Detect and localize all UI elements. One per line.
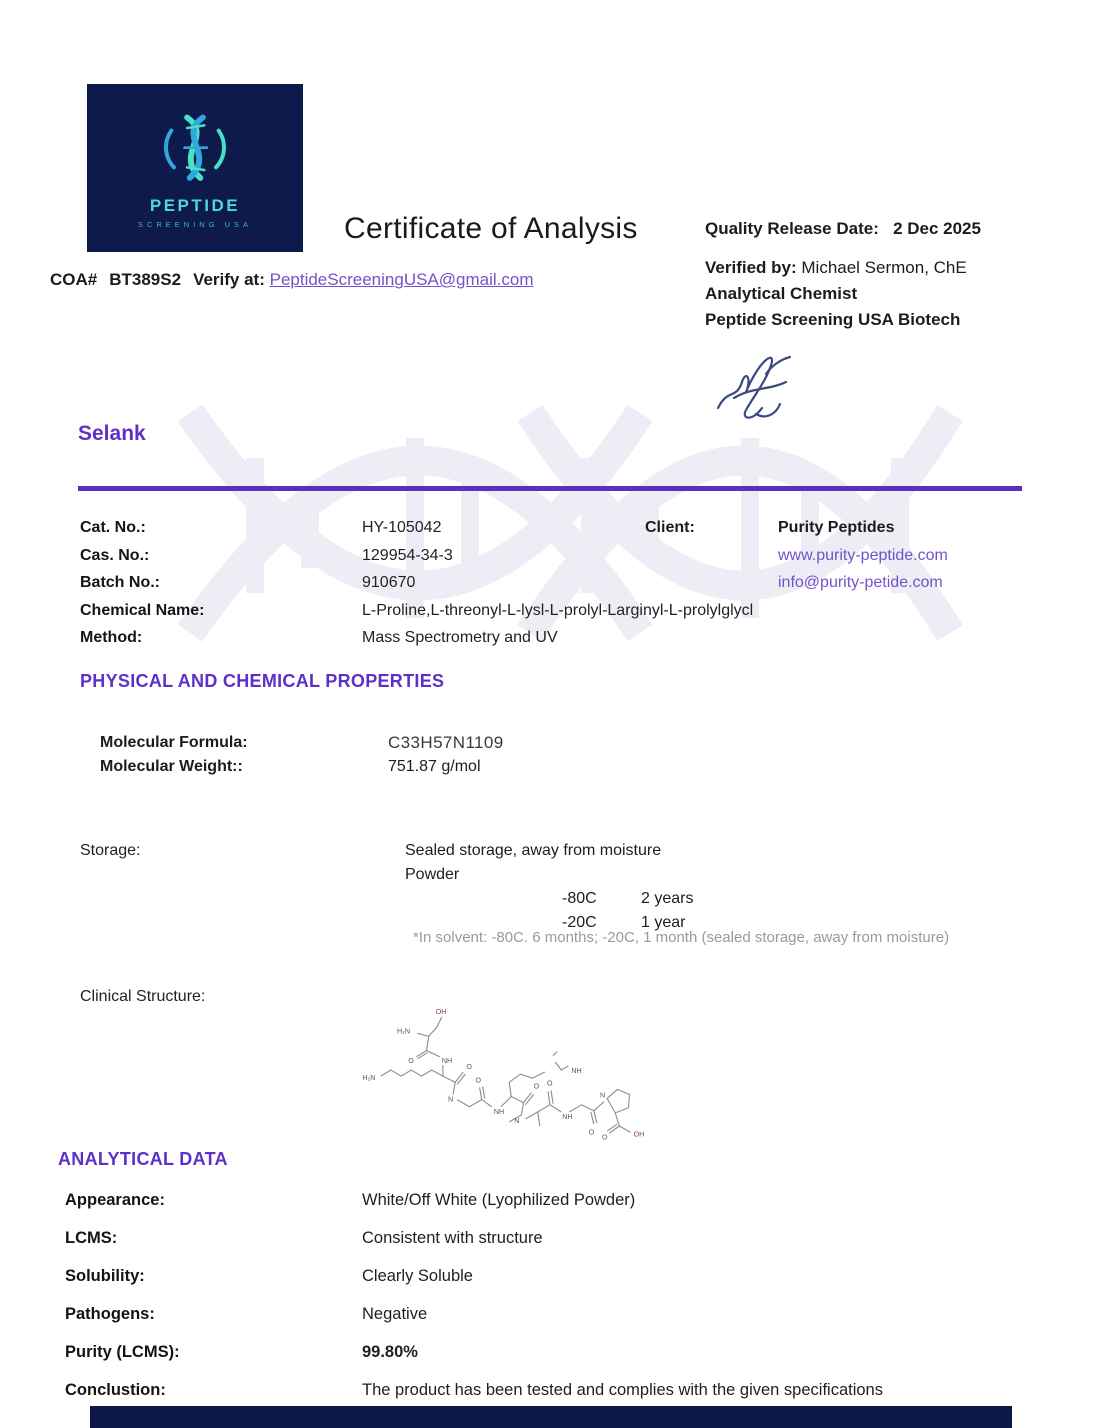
atom-label: NH [562, 1112, 573, 1121]
atom-label: N [448, 1095, 454, 1104]
detail-label: Batch No.: [80, 574, 160, 591]
detail-value: L-Proline,L-threonyl-L-lysl-L-prolyl-Larginyl-L-prolylglycl [362, 601, 754, 619]
release-label: Quality Release Date: [705, 219, 879, 238]
release-date: 2 Dec 2025 [893, 219, 981, 238]
storage-temp: -20C [562, 914, 597, 931]
atom-label: NH [441, 1056, 453, 1065]
detail-label: Cas. No.: [80, 546, 150, 564]
molecular-block [100, 731, 504, 779]
atom-label: O [533, 1082, 540, 1091]
atom-label: O [475, 1076, 482, 1085]
detail-row [80, 597, 753, 625]
storage-block [405, 839, 693, 935]
storage-line2: Powder [405, 866, 460, 883]
analytical-row [65, 1229, 883, 1267]
product-name: Selank [78, 422, 146, 445]
storage-label: Storage: [80, 842, 141, 859]
logo-sub-text: SCREENING USA [137, 220, 253, 229]
logo-brand-text: PEPTIDE [149, 196, 241, 215]
divider-rule [78, 486, 1022, 491]
verify-email-link[interactable]: PeptideScreeningUSA@gmail.com [269, 270, 534, 289]
atom-label: O [546, 1079, 553, 1088]
detail-value: HY-105042 [362, 519, 442, 536]
brand-logo [87, 84, 303, 252]
detail-value: 129954-34-3 [362, 546, 453, 564]
atom-label: H₂N [397, 1027, 411, 1036]
verify-label: Verify at: [193, 270, 265, 289]
coa-number: BT389S2 [109, 270, 182, 289]
atom-label: O [602, 1133, 608, 1142]
storage-period: 1 year [641, 914, 686, 931]
analytical-label: Purity (LCMS): [65, 1343, 180, 1361]
atom-label: OH [435, 1007, 447, 1016]
dna-logo-icon [153, 107, 237, 191]
formula-row [100, 731, 504, 755]
analytical-label: Pathogens: [65, 1305, 155, 1323]
formula-value: C33H57N1109 [388, 733, 504, 752]
coa-label: COA# [50, 270, 98, 289]
analytical-label: LCMS: [65, 1229, 118, 1247]
physical-section-heading: PHYSICAL AND CHEMICAL PROPERTIES [80, 671, 445, 691]
atom-label: N [514, 1117, 520, 1126]
client-name: Purity Peptides [778, 519, 895, 536]
storage-period: 2 years [641, 890, 694, 907]
signature-image [710, 344, 828, 439]
storage-temp: -80C [562, 890, 597, 907]
storage-temp-table [562, 887, 693, 935]
page-title: Certificate of Analysis [344, 212, 638, 245]
atom-label: OH [633, 1130, 645, 1139]
chemical-structure-image [346, 990, 652, 1148]
analytical-label: Appearance: [65, 1191, 165, 1209]
footer-bar [90, 1406, 1012, 1428]
detail-row [80, 624, 753, 652]
analytical-value: Negative [362, 1305, 428, 1323]
analytical-label: Solubility: [65, 1267, 145, 1285]
verified-block [705, 255, 981, 333]
atom-label: O [466, 1063, 472, 1071]
storage-temp-row [562, 887, 693, 911]
analytical-value: Clearly Soluble [362, 1267, 473, 1285]
analytical-value: The product has been tested and complies with the given specifications [362, 1381, 883, 1399]
release-block [705, 219, 981, 333]
atom-label: O [588, 1128, 595, 1137]
analytical-row [65, 1343, 883, 1381]
analytical-section-heading: ANALYTICAL DATA [58, 1149, 228, 1169]
analytical-row [65, 1191, 883, 1229]
client-block [778, 514, 948, 597]
client-email-link[interactable]: info@purity-petide.com [778, 574, 943, 591]
solvent-note: *In solvent: -80C. 6 months; -20C, 1 month (sealed storage, away from moisture) [413, 929, 950, 946]
detail-row [80, 542, 753, 570]
weight-label: Molecular Weight:: [100, 758, 243, 775]
verified-by-name: Michael Sermon, ChE [801, 258, 967, 277]
clinical-structure-label: Clinical Structure: [80, 988, 206, 1005]
atom-label: NH [571, 1067, 582, 1076]
detail-label: Chemical Name: [80, 601, 205, 619]
bond-lines [381, 1017, 631, 1133]
detail-row [80, 569, 753, 597]
atom-label: N [599, 1091, 606, 1100]
analytical-value: Consistent with structure [362, 1229, 543, 1247]
client-label: Client: [645, 519, 695, 536]
verified-by-line [705, 255, 981, 281]
detail-value: 910670 [362, 574, 416, 591]
atom-label: H₂N [362, 1074, 376, 1083]
analytical-row [65, 1267, 883, 1305]
storage-line1: Sealed storage, away from moisture [405, 842, 662, 859]
weight-row [100, 755, 504, 779]
release-line [705, 219, 981, 239]
atom-label: NH [493, 1107, 505, 1116]
verifier-title: Analytical Chemist [705, 284, 858, 303]
detail-label: Method: [80, 629, 143, 646]
detail-value: Mass Spectrometry and UV [362, 629, 558, 646]
analytical-value: 99.80% [362, 1343, 418, 1361]
verifier-org: Peptide Screening USA Biotech [705, 310, 961, 329]
analytical-row [65, 1305, 883, 1343]
detail-label: Cat. No.: [80, 519, 146, 536]
atom-label: O [408, 1056, 414, 1065]
verified-by-label: Verified by: [705, 258, 797, 277]
analytical-value: White/Off White (Lyophilized Powder) [362, 1191, 636, 1209]
client-website-link[interactable]: www.purity-peptide.com [778, 546, 948, 564]
coa-line [50, 270, 534, 290]
formula-label: Molecular Formula: [100, 734, 248, 751]
analytical-label: Conclustion: [65, 1381, 166, 1399]
analytical-table [65, 1191, 883, 1419]
weight-value: 751.87 g/mol [388, 758, 481, 775]
